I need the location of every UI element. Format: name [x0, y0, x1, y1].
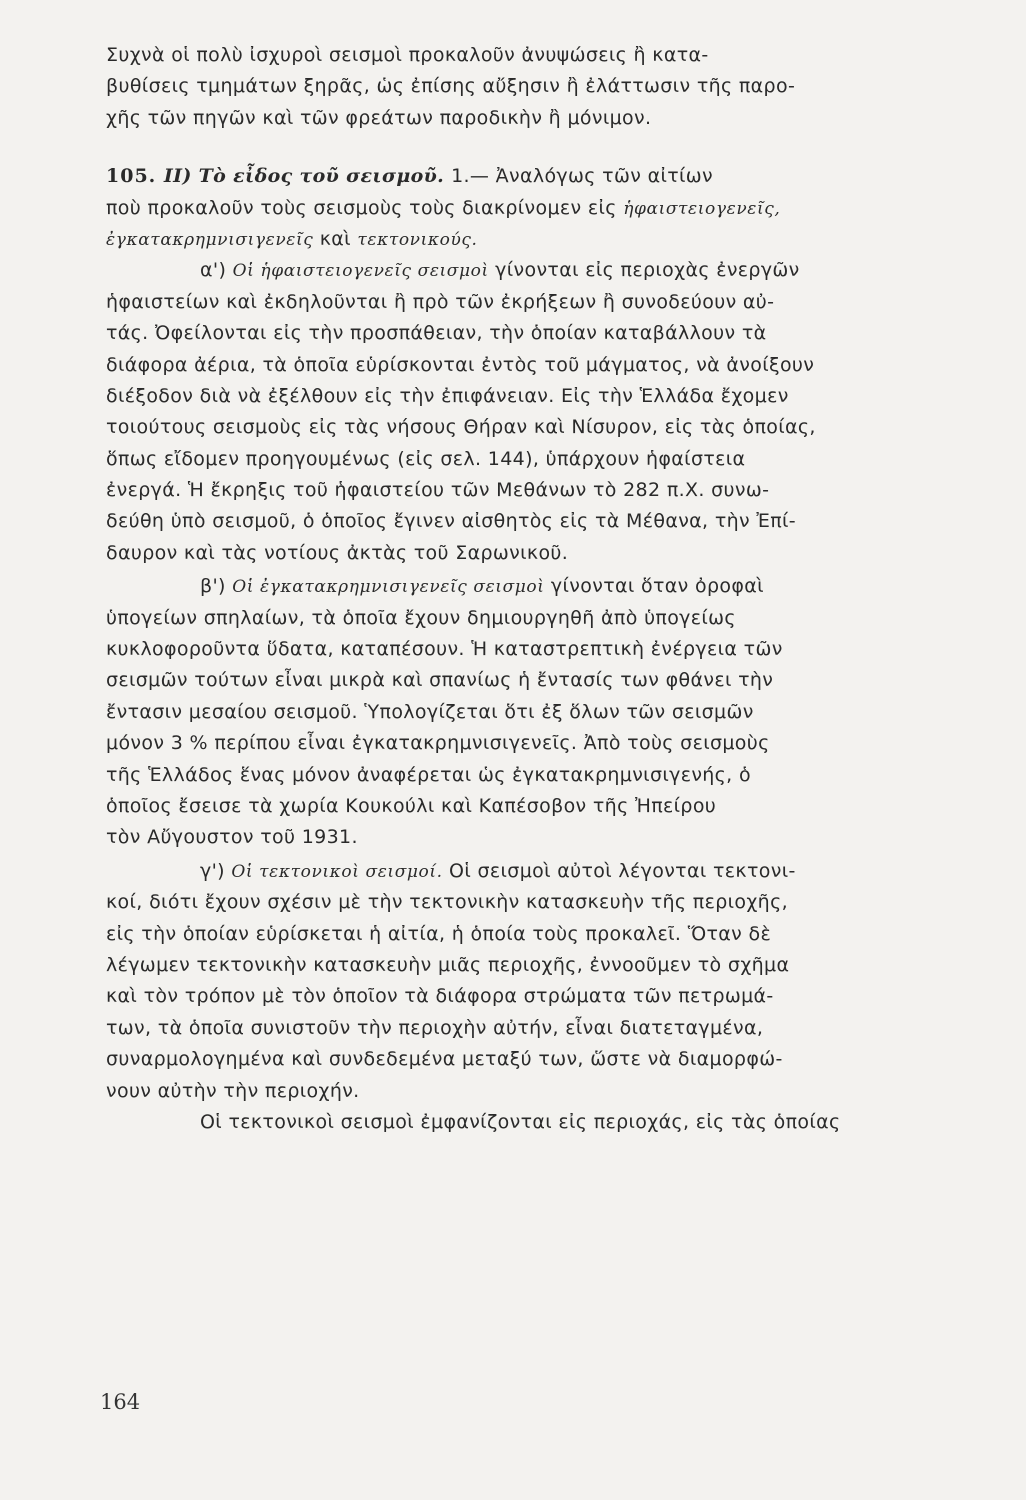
text-line	[106, 444, 966, 475]
text-run: χῆς τῶν πηγῶν καὶ τῶν φρεάτων παροδικὴν ἢ μόνιμον.	[106, 106, 652, 129]
text-run: βυθίσεις τμημάτων ξηρᾶς, ὡς ἐπίσης αὔξησιν ἢ ἐλάττωσιν τῆς παρο-	[106, 75, 796, 98]
text-line	[106, 71, 966, 102]
text-line	[106, 538, 966, 569]
text-run: ἐνεργά. Ἡ ἔκρηξις τοῦ ἡφαιστείου τῶν Μεθάνων τὸ 282 π.Χ. συνω-	[106, 479, 770, 502]
text-line	[106, 981, 966, 1012]
text-run-it: ἐγκατακρημνισιγενεῖς	[106, 229, 314, 250]
text-run: διάφορα ἀέρια, τὰ ὁποῖα εὑρίσκονται ἐντὸς τοῦ μάγματος, νὰ ἀνοίξουν	[106, 353, 815, 376]
text-run: εἰς τὴν ὁποίαν εὑρίσκεται ἡ αἰτία, ἡ ὁποία τοὺς προκαλεῖ. Ὅταν δὲ	[106, 922, 772, 945]
text-line	[106, 856, 966, 887]
text-run-heading-title: II) Τὸ εἶδος τοῦ σεισμοῦ.	[163, 165, 452, 188]
text-run: δεύθη ὑπὸ σεισμοῦ, ὁ ὁποῖος ἔγινεν αἰσθητὸς εἰς τὰ Μέθανα, τὴν Ἐπί-	[106, 510, 796, 533]
text-line	[106, 634, 966, 665]
text-run: τάς. Ὀφείλονται εἰς τὴν προσπάθειαν, τὴν ὁποίαν καταβάλλουν τὰ	[106, 322, 767, 345]
text-run: ὁποῖος ἔσεισε τὰ χωρία Κουκούλι καὶ Καπέσοβον τῆς Ἠπείρου	[106, 794, 717, 817]
text-line	[106, 791, 966, 822]
text-run: τὸν Αὔγουστον τοῦ 1931.	[106, 826, 358, 849]
text-line	[106, 475, 966, 506]
text-run: νουν αὐτὴν τὴν περιοχήν.	[106, 1079, 360, 1102]
text-run: κυκλοφοροῦντα ὕδατα, καταπέσουν. Ἡ καταστρεπτικὴ ἐνέργεια τῶν	[106, 638, 783, 661]
text-run-it: τεκτονικούς.	[357, 229, 478, 250]
text-line	[106, 919, 966, 950]
text-run: λέγωμεν τεκτονικὴν κατασκευὴν μιᾶς περιοχῆς, ἐννοοῦμεν τὸ σχῆμα	[106, 953, 790, 976]
text-run: καὶ	[313, 227, 358, 250]
text-run: ὅπως εἴδομεν προηγουμένως (εἰς σελ. 144), ὑπάρχουν ἡφαίστεια	[106, 447, 746, 470]
text-run: α')	[200, 259, 233, 282]
text-line	[106, 887, 966, 918]
text-line	[106, 318, 966, 349]
text-run-it: Οἱ τεκτονικοὶ σεισμοί.	[231, 861, 443, 882]
text-line	[106, 1044, 966, 1075]
text-line	[106, 506, 966, 537]
text-line	[106, 40, 966, 71]
text-line	[106, 381, 966, 412]
text-run: Οἱ τεκτονικοὶ σεισμοὶ ἐμφανίζονται εἰς περιοχάς, εἰς τὰς ὁποίας	[200, 1110, 841, 1133]
text-run-it: Οἱ ἐγκατακρημνισιγενεῖς σεισμοὶ	[232, 577, 545, 598]
text-run: καὶ τὸν τρόπον μὲ τὸν ὁποῖον τὰ διάφορα στρώματα τῶν πετρωμά-	[106, 985, 774, 1008]
text-run: γίνονται εἰς περιοχὰς ἐνεργῶν	[488, 259, 800, 282]
text-run: μόνον 3 % περίπου εἶναι ἐγκατακρημνισιγενεῖς. Ἀπὸ τοὺς σεισμοὺς	[106, 732, 770, 755]
text-run: των, τὰ ὁποῖα συνιστοῦν τὴν περιοχὴν αὐτήν, εἶναι διατεταγμένα,	[106, 1016, 764, 1039]
text-run: διέξοδον διὰ νὰ ἐξέλθουν εἰς τὴν ἐπιφάνειαν. Εἰς τὴν Ἑλλάδα ἔχομεν	[106, 384, 789, 407]
text-run: δαυρον καὶ τὰς νοτίους ἀκτὰς τοῦ Σαρωνικοῦ.	[106, 541, 569, 564]
body-text	[106, 40, 966, 1138]
text-line	[106, 161, 966, 192]
text-run: τῆς Ἑλλάδος ἕνας μόνον ἀναφέρεται ὡς ἐγκατακρημνισιγενής, ὁ	[106, 763, 751, 786]
text-line	[106, 760, 966, 791]
text-run: 1.— Ἀναλόγως τῶν αἰτίων	[451, 165, 714, 188]
text-run: συναρμολογημένα καὶ συνδεδεμένα μεταξύ των, ὥστε νὰ διαμορφώ-	[106, 1048, 783, 1071]
text-line	[106, 697, 966, 728]
text-line	[106, 822, 966, 853]
text-line	[106, 287, 966, 318]
text-line	[106, 950, 966, 981]
text-line	[106, 571, 966, 602]
text-run: ὑπογείων σπηλαίων, τὰ ὁποῖα ἔχουν δημιουργηθῆ ἀπὸ ὑπογείως	[106, 606, 736, 629]
text-run-it: Οἱ ἡφαιστειογενεῖς σεισμοὶ	[232, 261, 489, 282]
text-run: ἔντασιν μεσαίου σεισμοῦ. Ὑπολογίζεται ὅτι ἐξ ὅλων τῶν σεισμῶν	[106, 700, 754, 723]
text-run: γ')	[200, 859, 232, 882]
text-run: τοιούτους σεισμοὺς εἰς τὰς νήσους Θήραν καὶ Νίσυρον, εἰς τὰς ὁποίας,	[106, 416, 816, 439]
text-line	[106, 603, 966, 634]
text-run: Συχνὰ οἱ πολὺ ἰσχυροὶ σεισμοὶ προκαλοῦν ἀνυψώσεις ἢ κατα-	[106, 44, 709, 66]
text-line	[106, 412, 966, 443]
text-line	[106, 350, 966, 381]
text-run: ἡφαιστείων καὶ ἐκδηλοῦνται ἢ πρὸ τῶν ἐκρήξεων ἢ συνοδεύουν αὐ-	[106, 290, 775, 313]
text-run: γίνονται ὅταν ὀροφαὶ	[544, 575, 764, 598]
text-line	[106, 665, 966, 696]
text-line	[106, 728, 966, 759]
text-run: κοί, διότι ἔχουν σχέσιν μὲ τὴν τεκτονικὴν κατασκευὴν τῆς περιοχῆς,	[106, 891, 788, 914]
text-line	[106, 1013, 966, 1044]
text-run: Οἱ σεισμοὶ αὐτοὶ λέγονται τεκτονι-	[442, 859, 796, 882]
text-line	[106, 224, 966, 255]
text-run: β')	[200, 575, 233, 598]
text-line	[106, 1107, 966, 1138]
text-run: σεισμῶν τούτων εἶναι μικρὰ καὶ σπανίως ἡ ἔντασίς των φθάνει τὴν	[106, 669, 774, 692]
text-line	[106, 255, 966, 286]
text-run: ποὺ προκαλοῦν τοὺς σεισμοὺς τοὺς διακρίνομεν εἰς	[106, 196, 624, 219]
text-line	[106, 103, 966, 134]
page-number: 164	[100, 1390, 141, 1414]
text-line	[106, 193, 966, 224]
text-line	[106, 1076, 966, 1107]
text-run-it: ἡφαιστειογενεῖς,	[623, 198, 781, 219]
text-run-heading-num: 105.	[106, 165, 164, 188]
